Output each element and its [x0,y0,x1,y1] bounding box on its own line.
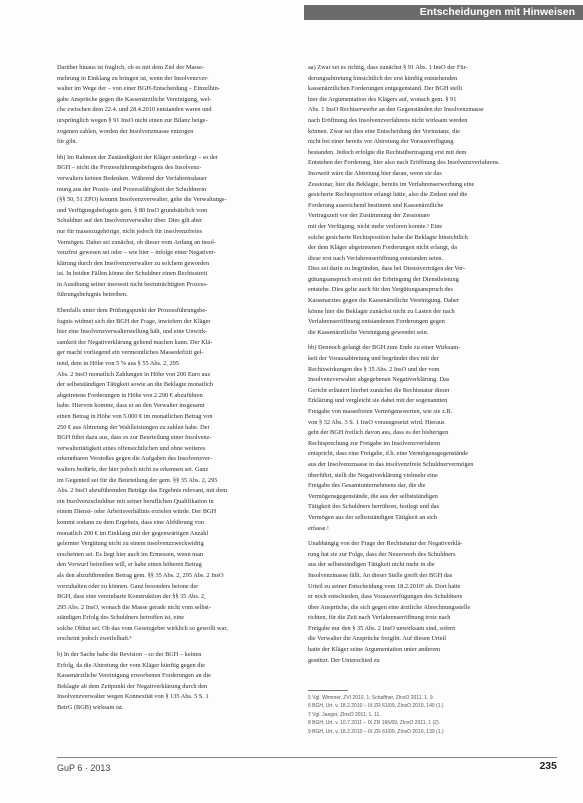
journal-issue: GuP 6 · 2013 [57,763,111,773]
paragraph: Unabhängig von der Frage der Rechtsnatur der Negativerklä- rung hat sie zur Folge, dass der Neuerwerb des Schuldners aus der selbstständigen Tätigkeit nicht mehr in die Insolvenzmasse fällt. An dieser Stelle greift der BGH das Urteil zu seiner Entscheidung vom 18.2.2010⁶ ab. Dort hatte er noch entschieden, dass Vorausverfügungen des Schuldners über Ansprüche, die sich gegen eine ärztliche Abrechnungsstelle richten, für die Zeit nach Verfahrenseröffnung trotz nach Freigabe nur den § 35 Abs. 2 InsO unwirksam sind, sofern die Verwalter die Ansprüche freigibt. Auf diesen Urteil hatte der Kläger seine Argumentation unter anderem gestützt. Der Unterschied zu [308,540,471,664]
footnotes [308,694,558,736]
paragraph: bb) Im Rahmen der Zuständigkeit der Kläger unterliegt – so der BGH – nicht die Prozessführungsbefugnis des Insolvenz- verwalters keinen Bedenken. Während der Verfahrensdauer mung aus der Praxis- und Prozessfähigkeit der Schuldnerin (§§ 50, 51 ZPO) kommt Insolvenzverwalter, gehe die Verwaltungs- und Verfügungsbefugnis gem. § 80 InsO grundsätzlich vom Schuldner auf den Insolvenzverwalter über. Dies gilt aber nur für massezugehörige, nicht jedoch für insolvenzfreies Vermögen. Daher sei zunächst, ob dieser vom Anfang an insol- venzfrei gewesen sei oder – wie hier – infolge einer Negativer- klärung durch den Insolvenzverwalter zu solchem geworden ist. In beiden Fällen könne der Schuldner einen Rechtsstreit in Ausübung seiner insoweit nicht beeinträchtigten Prozess- führungsbefugnis betreiben. [57,153,227,299]
paragraph: b) In der Sache habe die Revision – so der BGH – keinen Erfolg, da die Abtretung der vom Kläger künftig gegen die Kassenärztliche Vereinigung erworbenen Forderungen an die Beklagte ab dem Zeitpunkt der Negativerklärung durch den Insolvenzverwalter wegen Konnexität von § 135 Abs. 5 S. 1 BetrG (BGB) wirksam ist. [57,651,211,712]
footnote: 8 BGH, Urt. v. 10.7.2011 – IX ZR 166/09, ZInsO 2011, 1 (2). [308,720,441,727]
page-number: 235 [539,760,557,772]
footnote-divider [308,690,348,691]
footnote: 6 BGH, Urt. v. 18.2.2010 – IX ZR 61/09, ZInsO 2010, 149 (1.) [308,703,444,710]
right-column [308,63,558,753]
footnote: 7 Vgl. Jaeger, ZInsO 2011, 1, 11. [308,711,381,718]
paragraph: aa) Zwar sei es richtig, dass zunächst § 91 Abs. 1 InsO der Für- derungsabtretung hinsichtlich der erst künftig entstehenden kassenärztlichen Forderungen entgegenstand. Der BGH stellt hier die Argumentation des Klägers auf, wonach gem. § 91 Abs. 1 InsO Rechtserwerbe an den Gegenständen der Insolvenzmasse nach Eröffnung des Insolvenzverfahrens nicht wirksam werden können. Zwar sei dies eine Entscheidung der Vorinstanz, die nicht bei einer bereits vor Abtretung der Vorausverfügung bestanden. Jedoch erfolgte die Rechtsübertragung erst mit dem Entstehen der Forderung, hier also nach Eröffnung des Insolvenzverfahrens. Insoweit wäre die Abtretung hier daran, wenn sie das Zessionar, hier die Beklagte, bereits im Verfahrenserwerbung eine gesicherte Rechtsposition erlangt hätte, also die Zedent und die Forderung ausreichend bestimmt und Kassenärztliche Vertragszeit vor der Zustimmung der Zessionare mit der Verfügung, nicht mehr verloren konnte.¹ Eine solche gesicherte Rechtsposition habe die Beklagte hinsichtlich der dem Kläger abgetretenen Forderungen nicht erlangt, da diese erst nach Verfahrenseröffnung entstanden seien. Dies sei darin zu begründen, dass bei Dienstverträgen der Ver- gütungsanspruch erst mit der Erbringung der Dienstleistung entstehe. Dies gelte auch für den Vergütungsanspruch des Kassenarztes gegen die Kassenärztliche Vereinigung. Daher könne hier die Beklagte zunächst nicht zu Lasten der nach Verfahrenseröffnung entstandenen Forderungen gegen die Kassenärztliche Vereinigung gewendet sein. [308,64,500,336]
paragraph: bb) Dennoch gelangt der BGH zum Ende zu einer Wirksam- keit der Vorausabtretung und begründet dies mit der Rechtswirkungen des § 35 Abs. 2 InsO und der vom Insolvenzverwalter abgegebenen Negativerklärung. Das Gericht erläutert hierbei zunächst die Rechtsnatur dieser Erklärung und vergleicht sie dabei mit der sogenannten Freigabe von massefreien Vermögenswerten, wie sie z.B. von § 32 Abs. 3 S. 1 InsO vorausgesetzt wird. Hieraus geht der BGH freilich davon aus, dass es der bisherigen Rechtsprechung zur Freigabe im Insolvenzverfahren entspricht, dass eine Freigabe, d.h. eine Vermögensgegenstände aus der Insolvenzmasse in das insolvenzfreie Schuldnervermögen überführt, stellt die Negativerklärung vielmehr eine Freigabe des Gesamtunternehmens dar, die die Vermögensgegenstände, die aus der selbstständigen Tätigkeit des Schuldners herrühren, festlegt und das Vermögen aus der selbstständigen Tätigkeit an sich erfasse.¹ [308,344,474,532]
footnote: 5 Vgl. Wimmer, ZVI 2010, 1; Schaffner, ZInsO 2011, 1, 9. [308,695,434,701]
footer-divider [57,757,557,758]
footnote: 9 BGH, Urt. v. 18.2.2010 – IX ZR 61/09, ZInsO 2010, 139 (1.) [308,728,444,735]
paragraph: Darüber hinaus ist fraglich, ob es mit dem Ziel der Masse- mehrung in Einklang zu bringen ist, wenn der Insolvenzver- walter im Wege der – von einer BGH-Entscheidung – Einzelhin- gabe Ansprüche gegen die Kassenärztliche Vereinigung, wel- che zwischen dem 22.4. und 28.4.2010 entstanden waren und ursprünglich wegen § 91 InsO nicht einen zur Bilanz beige- zogenen zahlen, worden der Insolvenzmasse entzogen für gibt. [57,64,220,146]
left-column [57,63,307,752]
section-title: Entscheidungen mit Hinweisen [419,6,575,18]
paragraph: Ebenfalls unter dem Prüfungspunkt der Prozessführungsbe- fugnis widmet sich der BGH der Frage, inwiefern der Kläger hier eine Insolvenzverwalterstellung hält, und eine Unwirk- samkeit der Negativerklärung geltend machen kann. Der Klä- ger macht vorliegend ein vermeintliches Massedefizit gel- tend, dem in Höhe von 5 % aus § 55 Abs. 2, 295 Abs. 2 InsO monatlich Zahlungen in Höhe von 200 Euro aus der selbstständigen Tätigkeit sowie an die Beklagte monatlich abgetretene Forderungen in Höhe von 2.290 € abzuführen habe. Hiervon komme, dass er an den Verwalter insgesamt einen Betrag in Höhe von 5.000 € im monatlichen Betrag von 250 € aus Abtretung der Wahlleistungen zu zahlen habe. Der BGH führt dazu aus, dass es zur Beurteilung einer Insolvenz- verwaltertätigkeit eines offensichtlichen und ohne weiteres erkennbaren Verstoßes gegen die Aufgaben des Insolvenzver- walters bedürfe, der hier jedoch nicht zu erkennen sei. Ganz im Gegenteil sei für die Beurteilung der gem. §§ 35 Abs. 2, 295 Abs. 2 InsO abzuführenden Beträge das Ergebnis relevant, mit dem ein Insolvenzschuldner mit seiner beruflichen Qualifikation in einem Dienst- oder Arbeitsverhältnis erzielen würde. Der BGH kommt sodann zu dem Ergebnis, dass eine Abführung von monatlich 200 € im Einklang mit der gegenwärtigen Anzahl gelernter Vergütung nicht zu einem insolvenzzweckwidrig erscheinen sei. Es liegt hier auch im Ermessen, wenn man den Vorwurf betreiben will, er habe einen höheren Betrag als den abzuführenden Betrag gem. §§ 35 Abs. 2, 295 Abs. 2 InsO vorzuhalten oder zu können. Ganz besonders betone der BGH, dass eine vereinbarte Konstruktion der §§ 35 Abs. 2, 295 Abs. 2 InsO, wonach die Masse gerade nicht vom selbst- ständigen Erfolg des Schuldners betroffen ist, eine solche Obhut sei. Ob das vom Gesetzgeber wirklich so gewollt war, erscheint jedoch zweifelhaft.³ [57,307,228,643]
